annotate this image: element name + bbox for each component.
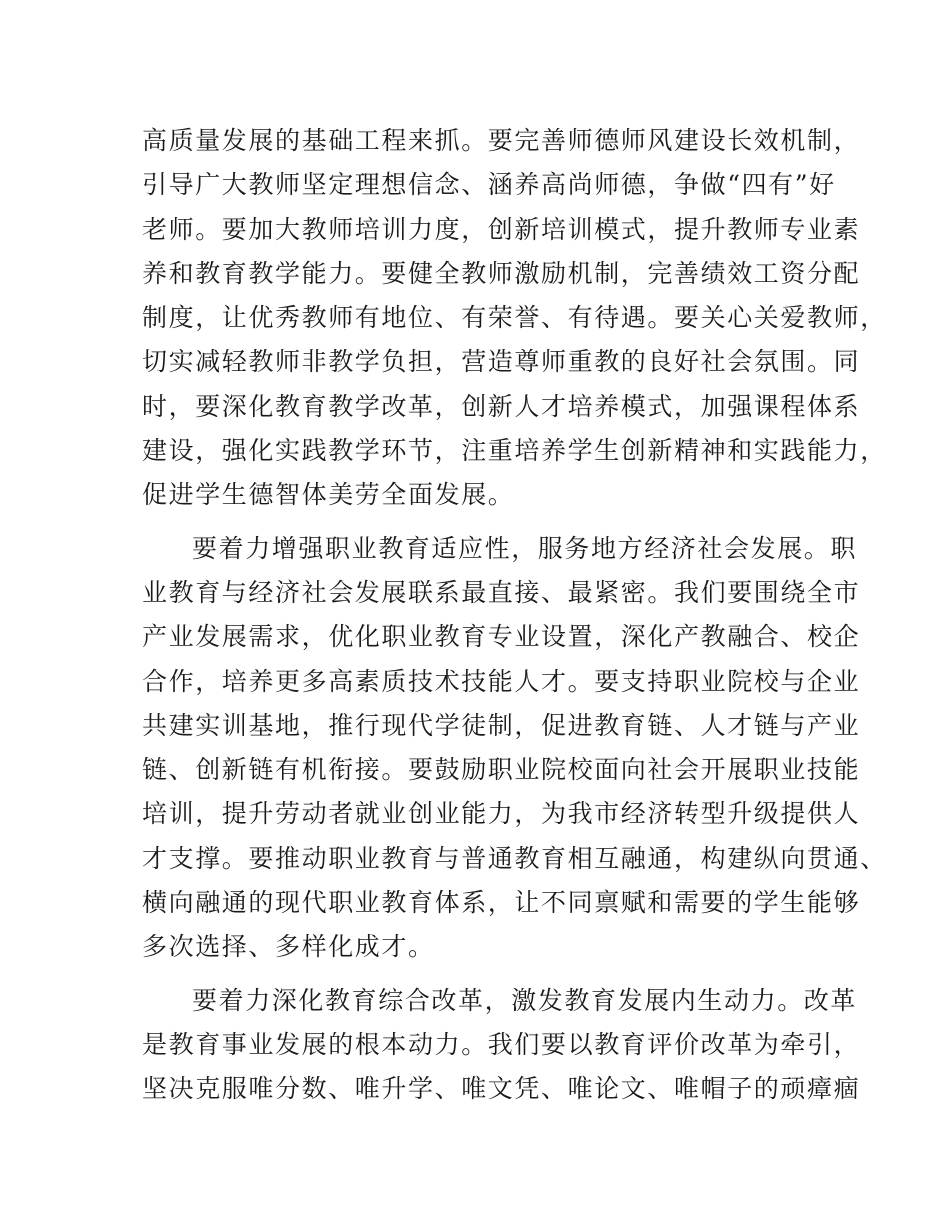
text-line: 要着力深化教育综合改革，激发教育发展内生动力。改革 — [192, 985, 858, 1015]
text-line: 才支撑。要推动职业教育与普通教育相互融通，构建纵向贯通、 — [142, 843, 887, 873]
text-line: 切实减轻教师非教学负担，营造尊师重教的良好社会氛围。同 — [142, 347, 861, 377]
paragraph-education-reform — [142, 979, 861, 1112]
text-line: 坚决克服唯分数、唯升学、唯文凭、唯论文、唯帽子的顽瘴痼 — [142, 1074, 861, 1104]
text-line: 制度，让优秀教师有地位、有荣誉、有待遇。要关心关爱教师， — [142, 303, 887, 333]
text-line: 养和教育教学能力。要健全教师激励机制，完善绩效工资分配 — [142, 258, 861, 288]
text-line: 业教育与经济社会发展联系最直接、最紧密。我们要围绕全市 — [142, 577, 861, 607]
text-line: 合作，培养更多高素质技术技能人才。要支持职业院校与企业 — [142, 666, 861, 696]
text-line: 高质量发展的基础工程来抓。要完善师德师风建设长效机制， — [142, 126, 861, 155]
paragraph-spacer — [142, 518, 832, 527]
text-line: 老师。要加大教师培训力度，创新培训模式，提升教师专业素 — [142, 214, 861, 244]
text-line: 要着力增强职业教育适应性，服务地方经济社会发展。职 — [192, 533, 858, 563]
text-line: 产业发展需求，优化职业教育专业设置，深化产教融合、校企 — [142, 622, 861, 652]
text-line: 横向融通的现代职业教育体系，让不同禀赋和需要的学生能够 — [142, 888, 861, 918]
text-line: 促进学生德智体美劳全面发展。 — [142, 480, 515, 510]
text-line: 时，要深化教育教学改革，创新人才培养模式，加强课程体系 — [142, 391, 861, 421]
paragraph-vocational-education — [142, 527, 887, 970]
text-line: 培训，提升劳动者就业创业能力，为我市经济转型升级提供人 — [142, 799, 861, 829]
text-line: 多次选择、多样化成才。 — [142, 932, 435, 962]
text-line: 引导广大教师坚定理想信念、涵养高尚师德，争做“四有”好 — [142, 170, 836, 200]
text-line: 建设，强化实践教学环节，注重培养学生创新精神和实践能力， — [142, 436, 887, 466]
paragraph-teacher-development — [142, 119, 887, 518]
text-line: 共建实训基地，推行现代学徒制，促进教育链、人才链与产业 — [142, 710, 861, 740]
document-body — [142, 119, 887, 1112]
text-line: 链、创新链有机衔接。要鼓励职业院校面向社会开展职业技能 — [142, 755, 861, 785]
paragraph-spacer — [142, 970, 832, 979]
text-line: 是教育事业发展的根本动力。我们要以教育评价改革为牵引， — [142, 1029, 861, 1059]
